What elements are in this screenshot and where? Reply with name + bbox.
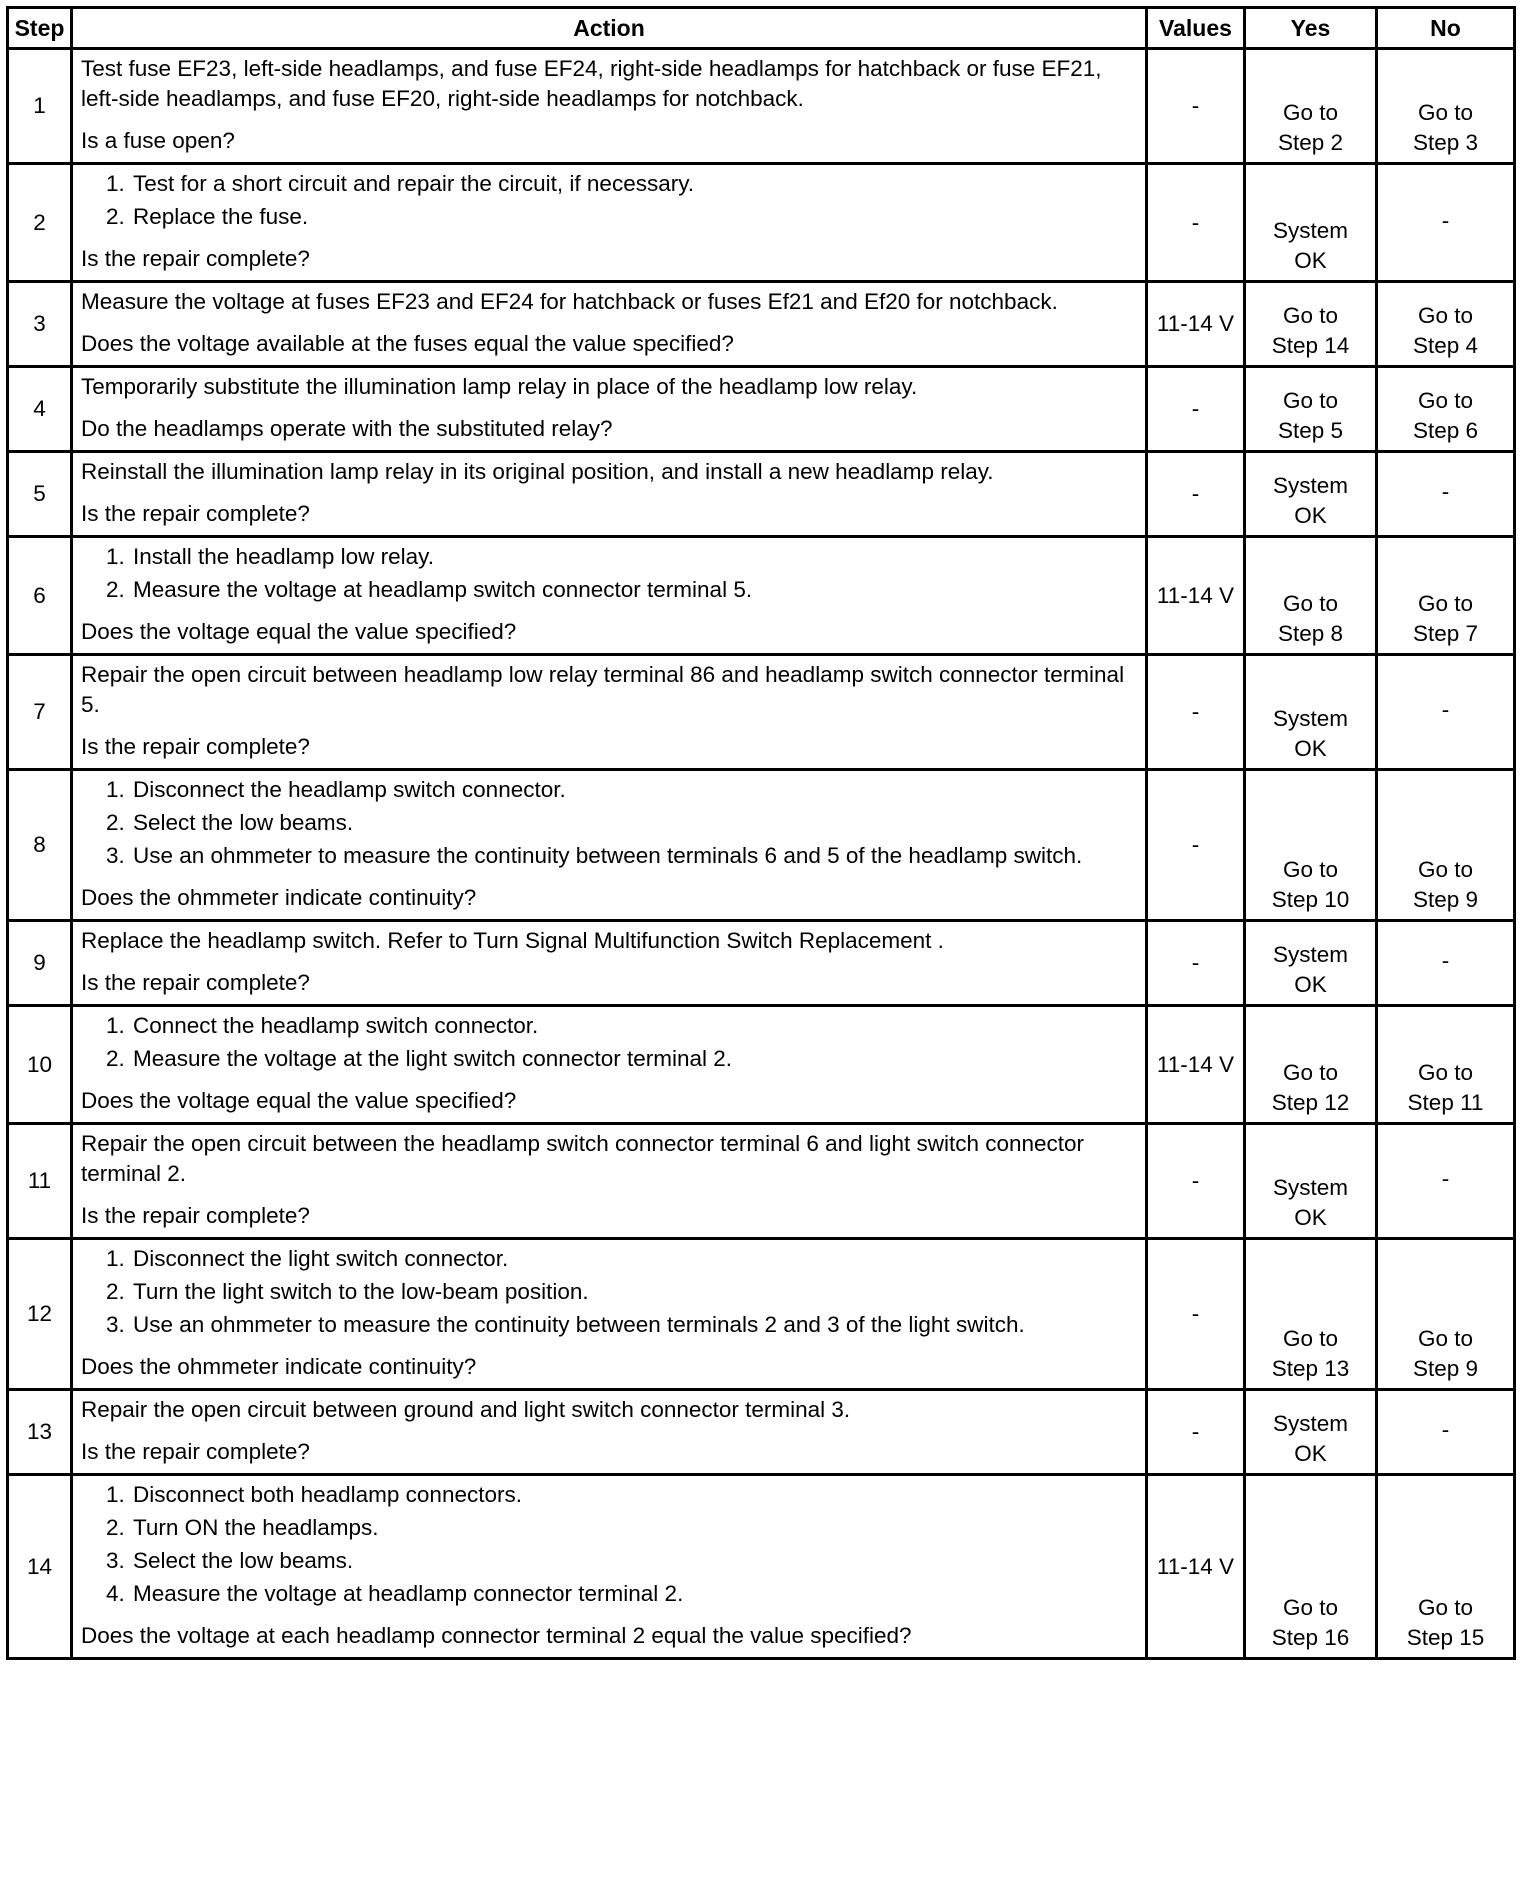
step-number: 5 bbox=[8, 452, 72, 537]
yes-cell bbox=[1245, 1239, 1377, 1390]
values-cell: - bbox=[1147, 770, 1245, 921]
yes-line: System bbox=[1272, 706, 1348, 731]
no-cell bbox=[1377, 921, 1515, 1006]
table-row bbox=[8, 1390, 1515, 1475]
step-number: 13 bbox=[8, 1390, 72, 1475]
action-cell bbox=[72, 770, 1147, 921]
action-question: Does the ohmmeter indicate continuity? bbox=[81, 1354, 477, 1379]
yes-cell bbox=[1245, 367, 1377, 452]
header-action: Action bbox=[72, 8, 1147, 49]
yes-line: Go to bbox=[1282, 1595, 1339, 1620]
table-row bbox=[8, 655, 1515, 770]
action-cell bbox=[72, 49, 1147, 164]
yes-line: OK bbox=[1294, 1441, 1327, 1466]
action-cell bbox=[72, 452, 1147, 537]
yes-line: Go to bbox=[1282, 388, 1339, 413]
action-text: Temporarily substitute the illumination lamp relay in place of the headlamp low relay. bbox=[81, 374, 918, 399]
no-line: Step 9 bbox=[1412, 887, 1479, 912]
action-question: Does the voltage equal the value specified? bbox=[81, 619, 517, 644]
table-row bbox=[8, 164, 1515, 282]
action-step-item: 2. Turn the light switch to the low-beam position. bbox=[131, 1277, 1137, 1307]
no-line: - bbox=[1441, 207, 1450, 233]
action-question: Does the ohmmeter indicate continuity? bbox=[81, 885, 477, 910]
step-number: 11 bbox=[8, 1124, 72, 1239]
action-step-item: 3. Use an ohmmeter to measure the continuity between terminals 6 and 5 of the headlamp switch. bbox=[131, 841, 1137, 871]
step-number: 14 bbox=[8, 1475, 72, 1659]
no-line: - bbox=[1441, 697, 1450, 722]
step-number: 7 bbox=[8, 655, 72, 770]
yes-line: System bbox=[1272, 218, 1348, 243]
no-line: - bbox=[1441, 1166, 1450, 1191]
yes-cell bbox=[1245, 282, 1377, 367]
action-steps-list bbox=[81, 542, 1137, 605]
step-number: 10 bbox=[8, 1006, 72, 1124]
yes-line: Step 2 bbox=[1277, 130, 1344, 155]
action-question: Does the voltage equal the value specified? bbox=[81, 1088, 517, 1113]
yes-line: Go to bbox=[1282, 100, 1339, 125]
action-text: Measure the voltage at fuses EF23 and EF24 for hatchback or fuses Ef21 and Ef20 for notchback. bbox=[81, 289, 1058, 314]
action-step-item: 1. Connect the headlamp switch connector. bbox=[131, 1011, 1137, 1041]
action-step-item: 3. Select the low beams. bbox=[131, 1546, 1137, 1576]
action-text: Repair the open circuit between the headlamp switch connector terminal 6 and light switch connector terminal 2. bbox=[81, 1131, 1085, 1186]
action-cell bbox=[72, 1006, 1147, 1124]
step-number: 9 bbox=[8, 921, 72, 1006]
table-row bbox=[8, 282, 1515, 367]
no-cell bbox=[1377, 1390, 1515, 1475]
action-question: Is a fuse open? bbox=[81, 128, 235, 153]
action-cell bbox=[72, 164, 1147, 282]
action-question: Is the repair complete? bbox=[81, 970, 310, 995]
values-cell: - bbox=[1147, 49, 1245, 164]
action-steps-list bbox=[81, 775, 1137, 871]
yes-line: Go to bbox=[1282, 857, 1339, 882]
no-line: Step 15 bbox=[1406, 1625, 1485, 1650]
step-number: 3 bbox=[8, 282, 72, 367]
step-number: 12 bbox=[8, 1239, 72, 1390]
no-line: Step 3 bbox=[1412, 130, 1479, 155]
yes-line: OK bbox=[1294, 736, 1327, 761]
action-step-item: 2. Select the low beams. bbox=[131, 808, 1137, 838]
no-cell bbox=[1377, 49, 1515, 164]
diagnostic-table bbox=[6, 6, 1516, 1660]
step-number: 2 bbox=[8, 164, 72, 282]
action-text: Reinstall the illumination lamp relay in its original position, and install a new headlamp relay. bbox=[81, 459, 994, 484]
values-cell: - bbox=[1147, 655, 1245, 770]
yes-line: Step 10 bbox=[1271, 887, 1350, 912]
action-step-item: 1. Install the headlamp low relay. bbox=[131, 542, 1137, 572]
table-row bbox=[8, 1475, 1515, 1659]
action-cell bbox=[72, 1124, 1147, 1239]
action-text: Repair the open circuit between headlamp low relay terminal 86 and headlamp switch connector terminal 5. bbox=[81, 662, 1125, 717]
yes-cell bbox=[1245, 1124, 1377, 1239]
no-line: Step 6 bbox=[1412, 418, 1479, 443]
action-text: Repair the open circuit between ground and light switch connector terminal 3. bbox=[81, 1397, 851, 1422]
no-line: Go to bbox=[1417, 1060, 1474, 1085]
step-number: 6 bbox=[8, 537, 72, 655]
yes-line: Step 14 bbox=[1271, 333, 1350, 358]
values-cell: - bbox=[1147, 452, 1245, 537]
action-steps-list bbox=[81, 1480, 1137, 1609]
action-step-item: 3. Use an ohmmeter to measure the continuity between terminals 2 and 3 of the light switch. bbox=[131, 1310, 1137, 1340]
no-line: Go to bbox=[1417, 857, 1474, 882]
header-values: Values bbox=[1147, 8, 1245, 49]
action-step-item: 1. Disconnect the light switch connector. bbox=[131, 1244, 1137, 1274]
table-row bbox=[8, 452, 1515, 537]
table-row bbox=[8, 1006, 1515, 1124]
values-cell: - bbox=[1147, 1124, 1245, 1239]
yes-cell bbox=[1245, 655, 1377, 770]
no-cell bbox=[1377, 1475, 1515, 1659]
action-step-item: 1. Disconnect both headlamp connectors. bbox=[131, 1480, 1137, 1510]
values-cell: - bbox=[1147, 921, 1245, 1006]
no-cell bbox=[1377, 537, 1515, 655]
no-cell bbox=[1377, 282, 1515, 367]
no-line: Go to bbox=[1417, 100, 1474, 125]
action-question: Is the repair complete? bbox=[81, 246, 310, 271]
values-cell: 11-14 V bbox=[1147, 1006, 1245, 1124]
action-step-item: 1. Test for a short circuit and repair the circuit, if necessary. bbox=[131, 169, 1137, 199]
no-cell bbox=[1377, 1006, 1515, 1124]
values-cell: 11-14 V bbox=[1147, 282, 1245, 367]
action-steps-list bbox=[81, 1011, 1137, 1074]
no-cell bbox=[1377, 770, 1515, 921]
table-row bbox=[8, 770, 1515, 921]
yes-line: System bbox=[1272, 1411, 1348, 1436]
yes-line: System bbox=[1272, 1175, 1348, 1200]
action-question: Is the repair complete? bbox=[81, 1203, 310, 1228]
values-cell: - bbox=[1147, 1239, 1245, 1390]
no-cell bbox=[1377, 655, 1515, 770]
yes-line: OK bbox=[1294, 503, 1327, 528]
values-cell: - bbox=[1147, 367, 1245, 452]
action-cell bbox=[72, 282, 1147, 367]
action-question: Does the voltage at each headlamp connector terminal 2 equal the value specified? bbox=[81, 1623, 912, 1648]
yes-cell bbox=[1245, 1390, 1377, 1475]
table-row bbox=[8, 49, 1515, 164]
yes-line: OK bbox=[1294, 248, 1327, 273]
action-question: Does the voltage available at the fuses equal the value specified? bbox=[81, 331, 734, 356]
yes-line: Go to bbox=[1282, 1060, 1339, 1085]
header-step: Step bbox=[8, 8, 72, 49]
table-row bbox=[8, 537, 1515, 655]
header-row bbox=[8, 8, 1515, 49]
step-number: 4 bbox=[8, 367, 72, 452]
no-line: Go to bbox=[1417, 591, 1474, 616]
action-text: Replace the headlamp switch. Refer to Turn Signal Multifunction Switch Replacement . bbox=[81, 928, 944, 953]
action-cell bbox=[72, 1475, 1147, 1659]
yes-cell bbox=[1245, 49, 1377, 164]
step-number: 1 bbox=[8, 49, 72, 164]
table-row bbox=[8, 1124, 1515, 1239]
values-cell: 11-14 V bbox=[1147, 1475, 1245, 1659]
table-row bbox=[8, 367, 1515, 452]
no-line: Go to bbox=[1417, 1595, 1474, 1620]
yes-line: System bbox=[1272, 473, 1348, 498]
yes-cell bbox=[1245, 1475, 1377, 1659]
no-line: Go to bbox=[1417, 388, 1474, 413]
action-cell bbox=[72, 537, 1147, 655]
action-cell bbox=[72, 921, 1147, 1006]
no-line: Step 9 bbox=[1412, 1356, 1479, 1381]
action-steps-list bbox=[81, 169, 1137, 232]
values-cell: 11-14 V bbox=[1147, 537, 1245, 655]
yes-cell bbox=[1245, 164, 1377, 282]
yes-line: Go to bbox=[1282, 1326, 1339, 1351]
action-question: Is the repair complete? bbox=[81, 734, 310, 759]
table-body bbox=[8, 49, 1515, 1659]
no-line: Step 4 bbox=[1412, 333, 1479, 358]
no-line: - bbox=[1441, 948, 1450, 973]
action-step-item: 1. Disconnect the headlamp switch connector. bbox=[131, 775, 1137, 805]
action-cell bbox=[72, 1239, 1147, 1390]
table-row bbox=[8, 1239, 1515, 1390]
no-line: Go to bbox=[1417, 1326, 1474, 1351]
action-cell bbox=[72, 1390, 1147, 1475]
no-line: Step 7 bbox=[1412, 621, 1479, 646]
yes-line: Go to bbox=[1282, 303, 1339, 328]
action-step-item: 4. Measure the voltage at headlamp connector terminal 2. bbox=[131, 1579, 1137, 1609]
action-step-item: 2. Replace the fuse. bbox=[131, 202, 1137, 232]
no-line: - bbox=[1441, 1417, 1450, 1442]
no-cell bbox=[1377, 1239, 1515, 1390]
action-step-item: 2. Measure the voltage at the light switch connector terminal 2. bbox=[131, 1044, 1137, 1074]
header-no: No bbox=[1377, 8, 1515, 49]
table-row bbox=[8, 921, 1515, 1006]
yes-cell bbox=[1245, 770, 1377, 921]
yes-line: System bbox=[1272, 942, 1348, 967]
values-cell: - bbox=[1147, 1390, 1245, 1475]
no-line: Go to bbox=[1417, 303, 1474, 328]
action-question: Do the headlamps operate with the substituted relay? bbox=[81, 416, 613, 441]
yes-cell bbox=[1245, 452, 1377, 537]
action-text: Test fuse EF23, left-side headlamps, and fuse EF24, right-side headlamps for hatchback or fuse EF21, left-side headlamps, and fuse EF20, right-side headlamps for notchback. bbox=[81, 56, 1102, 111]
yes-cell bbox=[1245, 537, 1377, 655]
step-number: 8 bbox=[8, 770, 72, 921]
diagnostic-table-container bbox=[6, 6, 1513, 1660]
no-line: Step 11 bbox=[1407, 1090, 1484, 1115]
yes-cell bbox=[1245, 921, 1377, 1006]
action-cell bbox=[72, 367, 1147, 452]
action-step-item: 2. Turn ON the headlamps. bbox=[131, 1513, 1137, 1543]
no-cell bbox=[1377, 1124, 1515, 1239]
no-cell bbox=[1377, 164, 1515, 282]
yes-line: Step 16 bbox=[1271, 1625, 1350, 1650]
no-line: - bbox=[1441, 479, 1450, 504]
yes-cell bbox=[1245, 1006, 1377, 1124]
yes-line: OK bbox=[1294, 1205, 1327, 1230]
yes-line: Step 5 bbox=[1277, 418, 1344, 443]
no-cell bbox=[1377, 452, 1515, 537]
action-steps-list bbox=[81, 1244, 1137, 1340]
yes-line: Step 13 bbox=[1271, 1356, 1350, 1381]
yes-line: Step 12 bbox=[1271, 1090, 1350, 1115]
action-question: Is the repair complete? bbox=[81, 1439, 310, 1464]
header-yes: Yes bbox=[1245, 8, 1377, 49]
yes-line: Step 8 bbox=[1277, 621, 1344, 646]
yes-line: OK bbox=[1294, 972, 1327, 997]
action-question: Is the repair complete? bbox=[81, 501, 310, 526]
values-cell: - bbox=[1147, 164, 1245, 282]
action-step-item: 2. Measure the voltage at headlamp switch connector terminal 5. bbox=[131, 575, 1137, 605]
yes-line: Go to bbox=[1282, 591, 1339, 616]
no-cell bbox=[1377, 367, 1515, 452]
action-cell bbox=[72, 655, 1147, 770]
